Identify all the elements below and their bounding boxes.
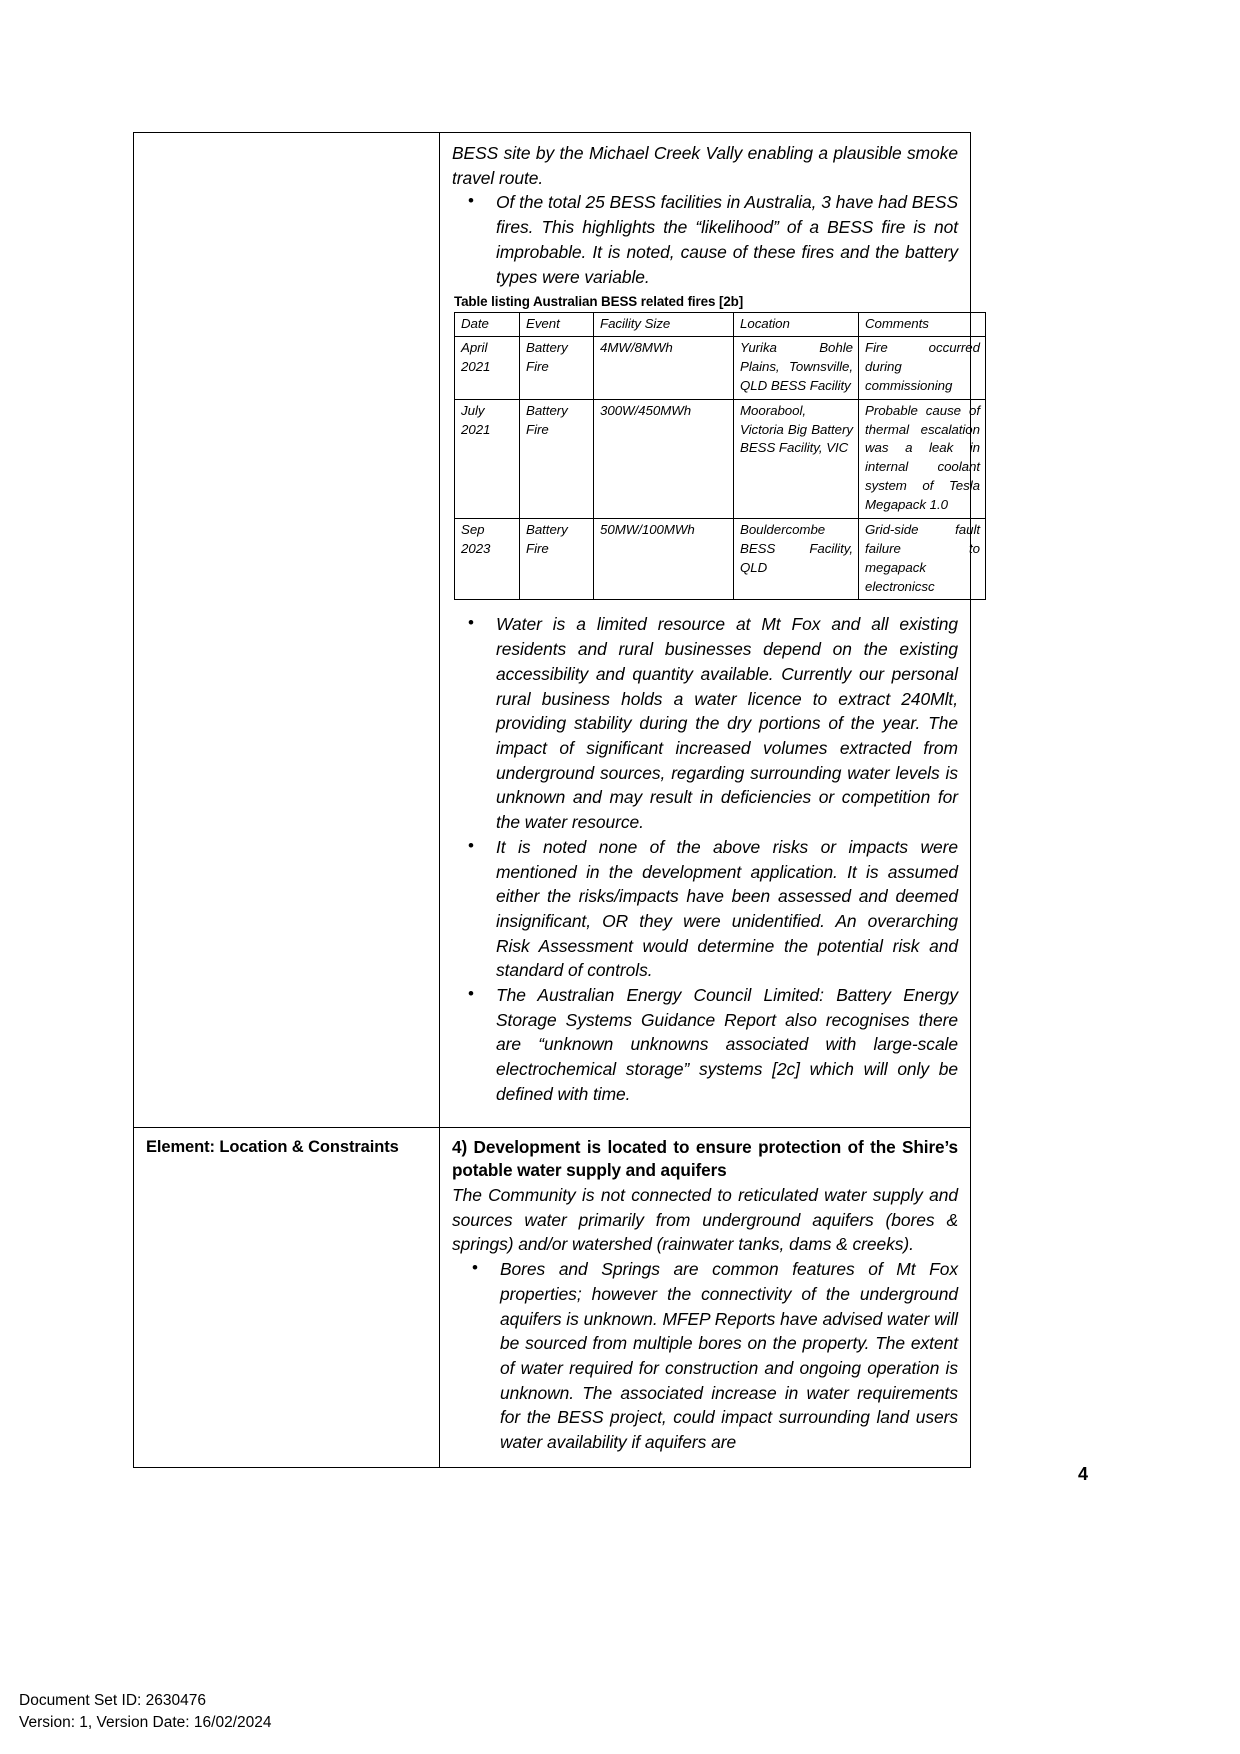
cell-date: July 2021	[455, 399, 520, 518]
list-item: • Of the total 25 BESS facilities in Australia, 3 have had BESS fires. This highlights the “likelihood” of a BESS fire is not improbable. It is noted, cause of these fires and the battery types were variable.	[452, 190, 958, 289]
table-row	[455, 518, 986, 600]
table-row	[455, 337, 986, 400]
table-header-row	[455, 313, 986, 337]
cell-date: April 2021	[455, 337, 520, 400]
cell-facility-size: 4MW/8MWh	[594, 337, 734, 400]
cell-location: Yurika Bohle Plains, Townsville, QLD BESS Facility	[734, 337, 859, 400]
row-content-cell	[440, 133, 980, 1128]
table-row	[134, 1127, 971, 1467]
row-label-cell	[134, 1127, 440, 1467]
spacer	[452, 1107, 958, 1115]
footer-stamp	[19, 1690, 271, 1735]
list-item: • It is noted none of the above risks or impacts were mentioned in the development application. It is assumed either the risks/impacts have been assessed and deemed insignificant, OR they were unidentified. An overarching Risk Assessment would determine the potential risk and standard of controls.	[452, 835, 958, 983]
page-number: 4	[1077, 1464, 1088, 1484]
column-header-facility-size: Facility Size	[594, 313, 734, 337]
row-content-cell	[440, 1127, 971, 1467]
cell-comments: Probable cause of thermal escalation was a leak in internal coolant system of Tesla Megapack 1.0	[859, 399, 986, 518]
list-item: • Water is a limited resource at Mt Fox and all existing residents and rural businesses depend on the existing accessibility and quantity available. Currently our personal rural business holds a water licence to extract 240Mlt, providing stability during the dry portions of the year. The impact of significant increased volumes extracted from underground sources, regarding surrounding water levels is unknown and may result in deficiencies or competition for the water resource.	[452, 612, 958, 834]
bullet-list-bores	[452, 1257, 958, 1455]
table-row	[134, 133, 971, 1128]
column-header-event: Event	[520, 313, 594, 337]
cell-facility-size: 50MW/100MWh	[594, 518, 734, 600]
version-line: Version: 1, Version Date: 16/02/2024	[19, 1714, 272, 1732]
fires-table-caption: Table listing Australian BESS related fires [2b]	[454, 294, 744, 310]
list-item: • The Australian Energy Council Limited: Battery Energy Storage Systems Guidance Report also recognises there are “unknown unknowns associated with large-scale electrochemical storage” systems [2c] which will only be defined with time.	[452, 983, 958, 1107]
cell-location: Bouldercombe BESS Facility, QLD	[734, 518, 859, 600]
row-label-cell-empty	[134, 133, 440, 1128]
list-item: • Bores and Springs are common features of Mt Fox properties; however the connectivity of the underground aquifers is unknown. MFEP Reports have advised water will be sourced from multiple bores on the property. The extent of water required for construction and ongoing operation is unknown. The associated increase in water requirements for the BESS project, could impact surrounding land users water availability if aquifers are	[452, 1257, 958, 1455]
cell-event: Battery Fire	[520, 518, 594, 600]
document-set-id: Document Set ID: 2630476	[19, 1692, 206, 1709]
table-row	[455, 399, 986, 518]
cell-event: Battery Fire	[520, 337, 594, 400]
element-label-location-constraints: Element: Location & Constraints	[146, 1137, 399, 1156]
cell-comments: Grid-side fault failure to megapack electronicsc	[859, 518, 986, 600]
section-heading-4: 4) Development is located to ensure protection of the Shire’s potable water supply and aquifers	[452, 1136, 958, 1181]
continued-paragraph: BESS site by the Michael Creek Vally enabling a plausible smoke travel route.	[452, 143, 958, 188]
intro-paragraph: The Community is not connected to reticulated water supply and sources water primarily from underground aquifers (bores & springs) and/or watershed (rainwater tanks, dams & creeks).	[452, 1185, 958, 1255]
column-header-location: Location	[734, 313, 859, 337]
column-header-date: Date	[455, 313, 520, 337]
australian-bess-fires-table	[454, 312, 986, 600]
row-label-empty	[134, 133, 439, 148]
submission-table	[133, 132, 980, 1468]
bullet-list-impacts	[452, 612, 958, 1106]
cell-location: Moorabool, Victoria Big Battery BESS Facility, VIC	[734, 399, 859, 518]
cell-facility-size: 300W/450MWh	[594, 399, 734, 518]
cell-event: Battery Fire	[520, 399, 594, 518]
spacer	[452, 600, 958, 612]
cell-comments: Fire occurred during commissioning	[859, 337, 986, 400]
bullet-list-fires	[452, 190, 958, 289]
column-header-comments: Comments	[859, 313, 986, 337]
cell-date: Sep 2023	[455, 518, 520, 600]
